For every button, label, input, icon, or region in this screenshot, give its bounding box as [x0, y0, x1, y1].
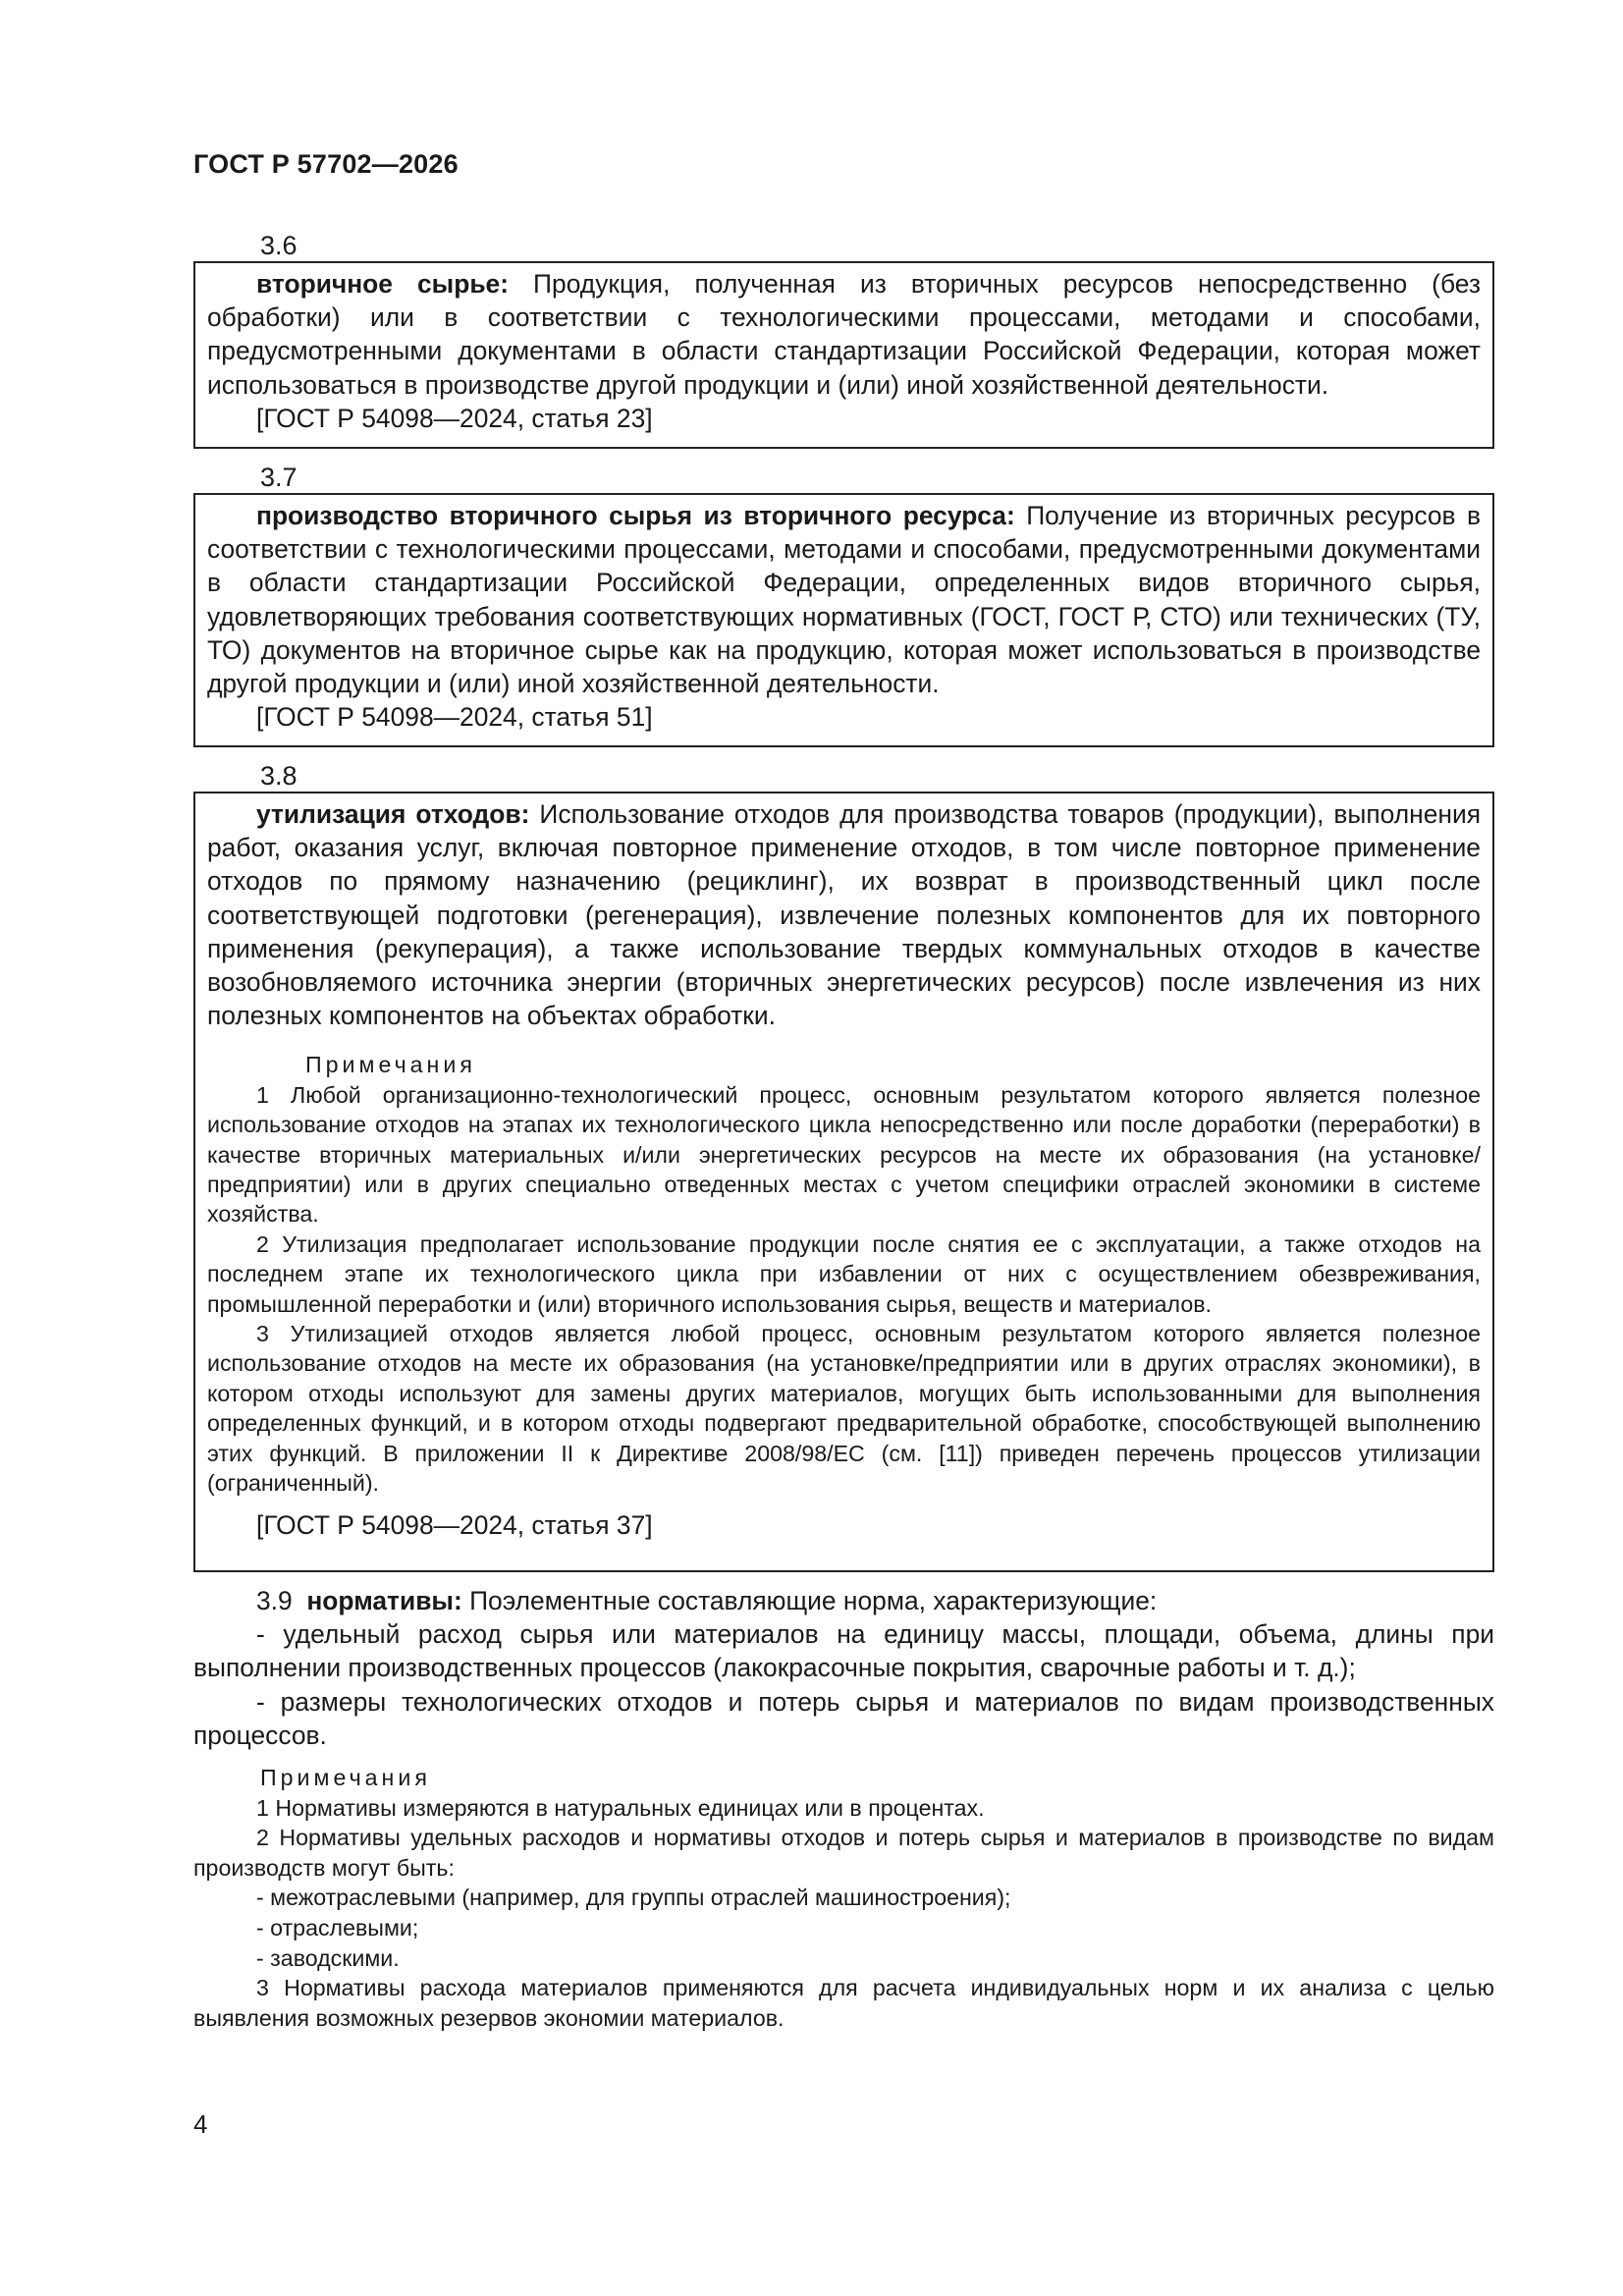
note-list-item: - отраслевыми; — [256, 1914, 419, 1941]
term-box-3-7 — [193, 493, 1494, 747]
note-item: 3 Нормативы расхода материалов применяются для расчета индивидуальных норм и их анализа с целью выявления возможных резервов экономии материалов. — [193, 1975, 1494, 2031]
term-definition — [193, 1584, 1494, 1617]
term-definition — [207, 267, 1481, 402]
note-item: 2 Утилизация предполагает использование продукции после снятия ее с эксплуатации, а также отходов на последнем этапе их технологического цикла при избавлении от них с осуществлением обезвреживания, промышленной переработки и (или) вторичного использования сырья, веществ и материалов. — [207, 1230, 1481, 1317]
term-box-3-6 — [193, 261, 1494, 449]
list-item: - удельный расход сырья или материалов на единицу массы, площади, объема, длины при выполнении производственных процессов (лакокрасочные покрытия, сварочные работы и т. д.); — [193, 1619, 1494, 1683]
term-title: нормативы: — [306, 1586, 462, 1615]
notes-title: Примечания — [260, 1765, 431, 1790]
note-item: 1 Нормативы измеряются в натуральных единицах или в процентах. — [256, 1794, 985, 1821]
term-title: производство вторичного сырья из вторичного ресурса: — [256, 501, 1015, 530]
term-number: 3.7 — [260, 463, 298, 492]
notes-block — [207, 1050, 1481, 1498]
term-reference: [ГОСТ Р 54098—2024, статья 51] — [256, 702, 653, 733]
definition-text: Поэлементные составляющие норма, характеризующие: — [461, 1586, 1158, 1615]
term-number: 3.8 — [260, 761, 298, 791]
definition-text: Использование отходов для производства товаров (продукции), выполнения работ, оказания услуг, включая повторное применение отходов, в том числе повторное применение отходов по прямому назначению (рециклинг), их возврат в производственный цикл после соответствующей подготовки (регенерация), извлечение полезных компонентов для их повторного применения (рекуперация), а также использование твердых коммунальных отходов в качестве возобновляемого источника энергии (вторичных энергетических ресурсов) после извлечения из них полезных компонентов на объектах обработки. — [207, 799, 1482, 1031]
document-id: ГОСТ Р 57702—2026 — [193, 149, 459, 179]
page-number: 4 — [193, 2109, 208, 2139]
term-title: вторичное сырье: — [256, 269, 510, 299]
term-reference: [ГОСТ Р 54098—2024, статья 23] — [256, 403, 653, 433]
term-number: 3.6 — [260, 231, 298, 260]
term-reference: [ГОСТ Р 54098—2024, статья 37] — [256, 1509, 653, 1540]
term-definition — [207, 797, 1481, 1032]
notes-block-3-9 — [193, 1763, 1494, 2033]
term-box-3-8 — [193, 792, 1494, 1572]
note-item: 1 Любой организационно-технологический процесс, основным результатом которого является полезное использование отходов на этапах их технологического цикла непосредственно или после доработки (переработки) в качестве вторичных материальных и/или энергетических ресурсов на месте их образования (на установке/предприятии) или в других специально отведенных местах с учетом специфики отраслей экономики в системе хозяйства. — [207, 1081, 1481, 1228]
note-list-item: - межотраслевыми (например, для группы отраслей машиностроения); — [256, 1885, 1011, 1911]
list-item: - размеры технологических отходов и потерь сырья и материалов по видам производственных процессов. — [193, 1686, 1494, 1750]
term-number: 3.9 — [256, 1586, 293, 1615]
definition-text: Продукция, полученная из вторичных ресурсов непосредственно (без обработки) или в соответствии с технологическими процессами, методами и способами, предусмотренными документами в области стандартизации Российской Федерации, которая может использоваться в производстве другой продукции и (или) иной хозяйственной деятельности. — [207, 269, 1481, 400]
note-item: 2 Нормативы удельных расходов и нормативы отходов и потерь сырья и материалов в производстве по видам производств могут быть: — [193, 1825, 1494, 1881]
term-definition — [207, 499, 1481, 700]
note-item: 3 Утилизацией отходов является любой процесс, основным результатом которого является полезное использование отходов на месте их образования (на установке/предприятии или в других отраслях экономики), в котором отходы используют для замены других материалов, могущих быть использованными для выполнения определенных функций, и в котором отходы подвергают предварительной обработке, способствующей выполнению этих функций. В приложении II к Директиве 2008/98/ЕС (см. [11]) приведен перечень процессов утилизации (ограниченный). — [207, 1321, 1481, 1497]
term-title: утилизация отходов: — [256, 799, 530, 829]
notes-title: Примечания — [305, 1052, 476, 1078]
definition-text: Получение из вторичных ресурсов в соответствии с технологическими процессами, методами и способами, предусмотренными документами в области стандартизации Российской Федерации, определенных видов вторичного сырья, удовлетворяющих требования соответствующих нормативных (ГОСТ, ГОСТ Р, СТО) или технических (ТУ, ТО) документов на вторичное сырье как на продукцию, которая может использоваться в производстве другой продукции и (или) иной хозяйственной деятельности. — [207, 501, 1481, 699]
note-list-item: - заводскими. — [256, 1944, 400, 1971]
term-3-9 — [193, 1584, 1494, 1752]
